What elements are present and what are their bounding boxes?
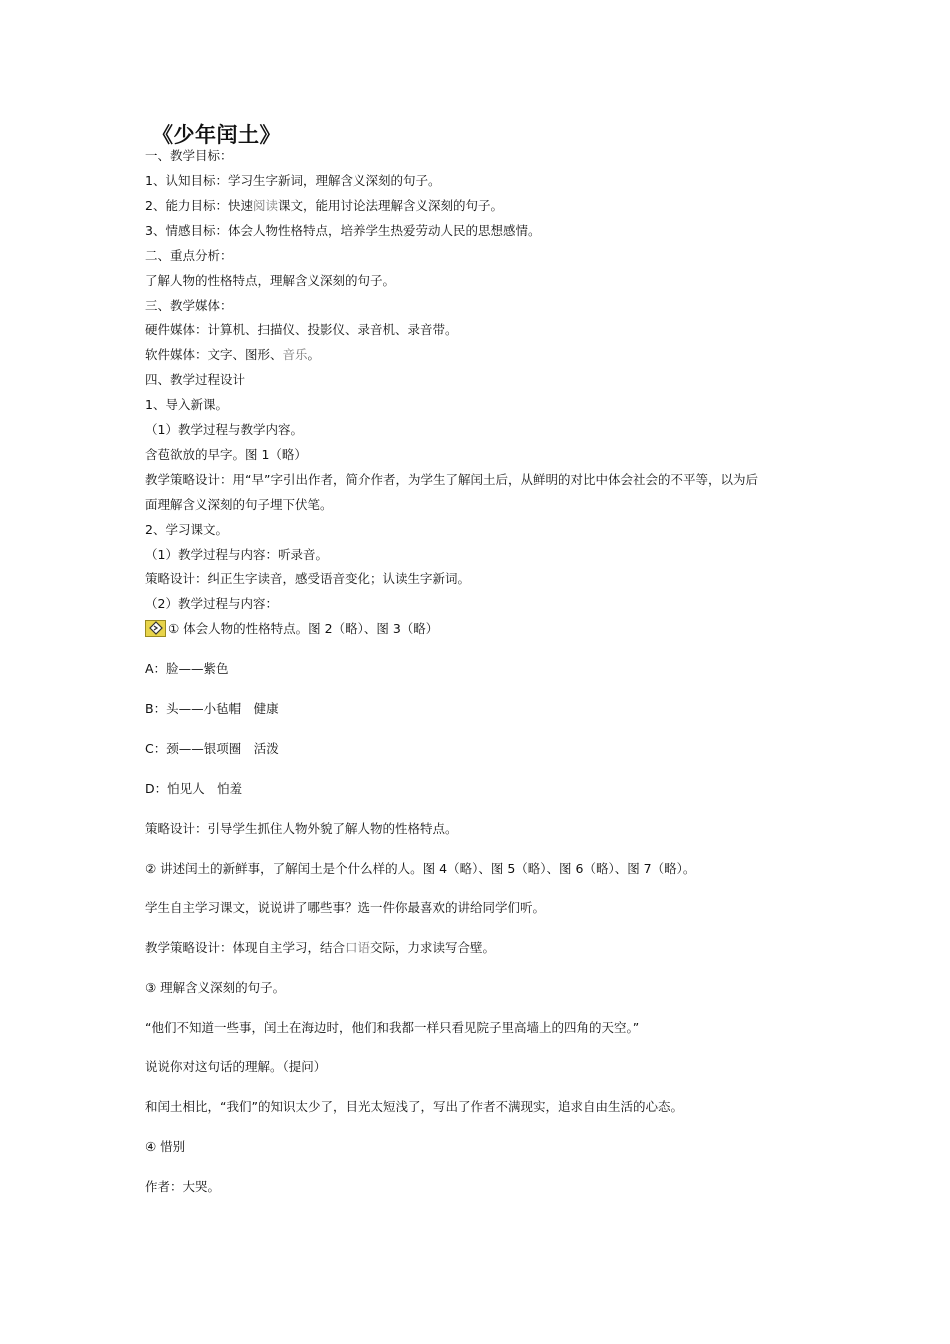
paragraph: 教学策略设计：体现自主学习，结合口语交际，力求读写合壁。 [145, 940, 496, 955]
paragraph: 1、认知目标：学习生字新词，理解含义深刻的句子。 [145, 173, 441, 188]
paragraph: 2、能力目标：快速阅读课文，能用讨论法理解含义深刻的句子。 [145, 198, 503, 213]
link-text: 口语 [345, 940, 371, 955]
paragraph: 2、学习课文。 [145, 522, 228, 537]
paragraph: 作者：大哭。 [145, 1179, 221, 1194]
paragraph: 软件媒体：文字、图形、音乐。 [145, 347, 321, 362]
paragraph: 面理解含义深刻的句子埋下伏笔。 [145, 497, 333, 512]
paragraph: 策略设计：纠正生字读音，感受语音变化；认读生字新词。 [145, 571, 471, 586]
list-item: D：怕见人 怕羞 [145, 781, 243, 796]
list-item: A：脸——紫色 [145, 661, 229, 676]
document-title: 《少年闰土》 [152, 123, 281, 147]
paragraph: ① 体会人物的性格特点。图 2（略）、图 3（略） [145, 620, 438, 638]
embedded-object-icon[interactable] [145, 620, 166, 637]
link-text: 阅读 [252, 198, 278, 213]
paragraph: （1）教学过程与教学内容。 [145, 422, 303, 437]
quote: “他们不知道一些事，闰土在海边时，他们和我都一样只看见院子里高墙上的四角的天空。” [145, 1020, 640, 1035]
paragraph: ④ 惜别 [145, 1139, 186, 1154]
paragraph: 学生自主学习课文，说说讲了哪些事？选一件你最喜欢的讲给同学们听。 [145, 900, 546, 915]
list-item: B：头——小毡帽 健康 [145, 701, 279, 716]
paragraph: （2）教学过程与内容： [145, 596, 278, 611]
paragraph: 硬件媒体：计算机、扫描仪、投影仪、录音机、录音带。 [145, 322, 458, 337]
paragraph: 含苞欲放的早字。图 1（略） [145, 447, 307, 462]
paragraph: （1）教学过程与内容：听录音。 [145, 547, 328, 562]
section-heading-process: 四、教学过程设计 [145, 372, 246, 387]
paragraph: 1、导入新课。 [145, 397, 228, 412]
paragraph: ② 讲述闰土的新鲜事，了解闰土是个什么样的人。图 4（略）、图 5（略）、图 6（略）、图 7（略）。 [145, 861, 696, 876]
paragraph: 策略设计：引导学生抓住人物外貌了解人物的性格特点。 [145, 821, 458, 836]
section-heading-media: 三、教学媒体： [145, 298, 233, 313]
link-text: 音乐 [282, 347, 308, 362]
paragraph: 和闰土相比，“我们”的知识太少了，目光太短浅了，写出了作者不满现实，追求自由生活的心态。 [145, 1099, 683, 1114]
paragraph: ③ 理解含义深刻的句子。 [145, 980, 286, 995]
paragraph: 教学策略设计：用“早”字引出作者，简介作者，为学生了解闰土后，从鲜明的对比中体会社会的不平等，以为后 [145, 472, 758, 487]
paragraph: 3、情感目标：体会人物性格特点，培养学生热爱劳动人民的思想感情。 [145, 223, 541, 238]
section-heading-focus: 二、重点分析： [145, 248, 233, 263]
list-item: C：颈——银项圈 活泼 [145, 741, 279, 756]
paragraph: 了解人物的性格特点，理解含义深刻的句子。 [145, 273, 396, 288]
paragraph: 说说你对这句话的理解。（提问） [145, 1059, 327, 1074]
section-heading-objectives: 一、教学目标： [145, 148, 233, 163]
